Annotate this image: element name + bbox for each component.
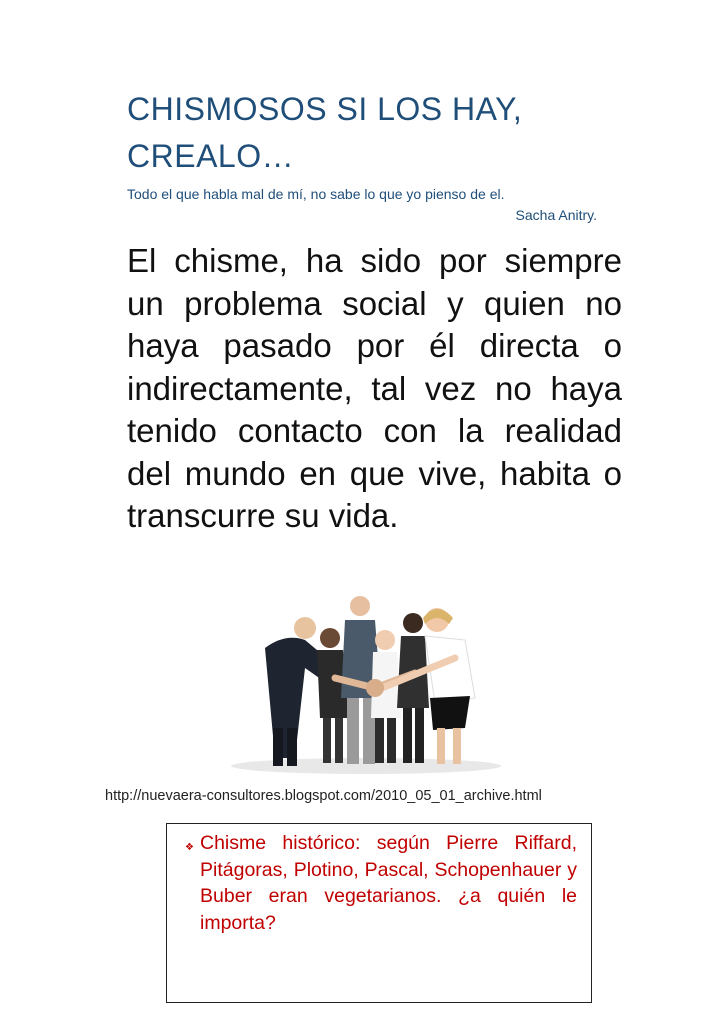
- group-photo: [225, 578, 507, 776]
- note-box: [166, 823, 592, 1003]
- page-title: CHISMOSOS SI LOS HAY, CREALO…: [127, 91, 523, 174]
- epigraph: [127, 184, 597, 226]
- note-text: Chisme histórico: según Pierre Riffard, Pitágoras, Plotino, Pascal, Schopenhauer y Buber eran vegetarianos. ¿a quién le importa?: [200, 832, 577, 934]
- epigraph-quote: Todo el que habla mal de mí, no sabe lo que yo pienso de el.: [127, 186, 505, 202]
- person-figure: [397, 613, 429, 763]
- epigraph-author: Sacha Anitry.: [515, 207, 597, 223]
- diamond-bullet-icon: ❖: [185, 842, 194, 853]
- person-figure: [423, 608, 475, 764]
- body-paragraph: El chisme, ha sido por siempre un problema social y quien no haya pasado por él directa o indirectamente, tal vez no haya tenido contacto con la realidad del mundo en que vive, habita o transcurre su vida.: [127, 242, 622, 534]
- source-url: http://nuevaera-consultores.blogspot.com/2010_05_01_archive.html: [105, 788, 542, 804]
